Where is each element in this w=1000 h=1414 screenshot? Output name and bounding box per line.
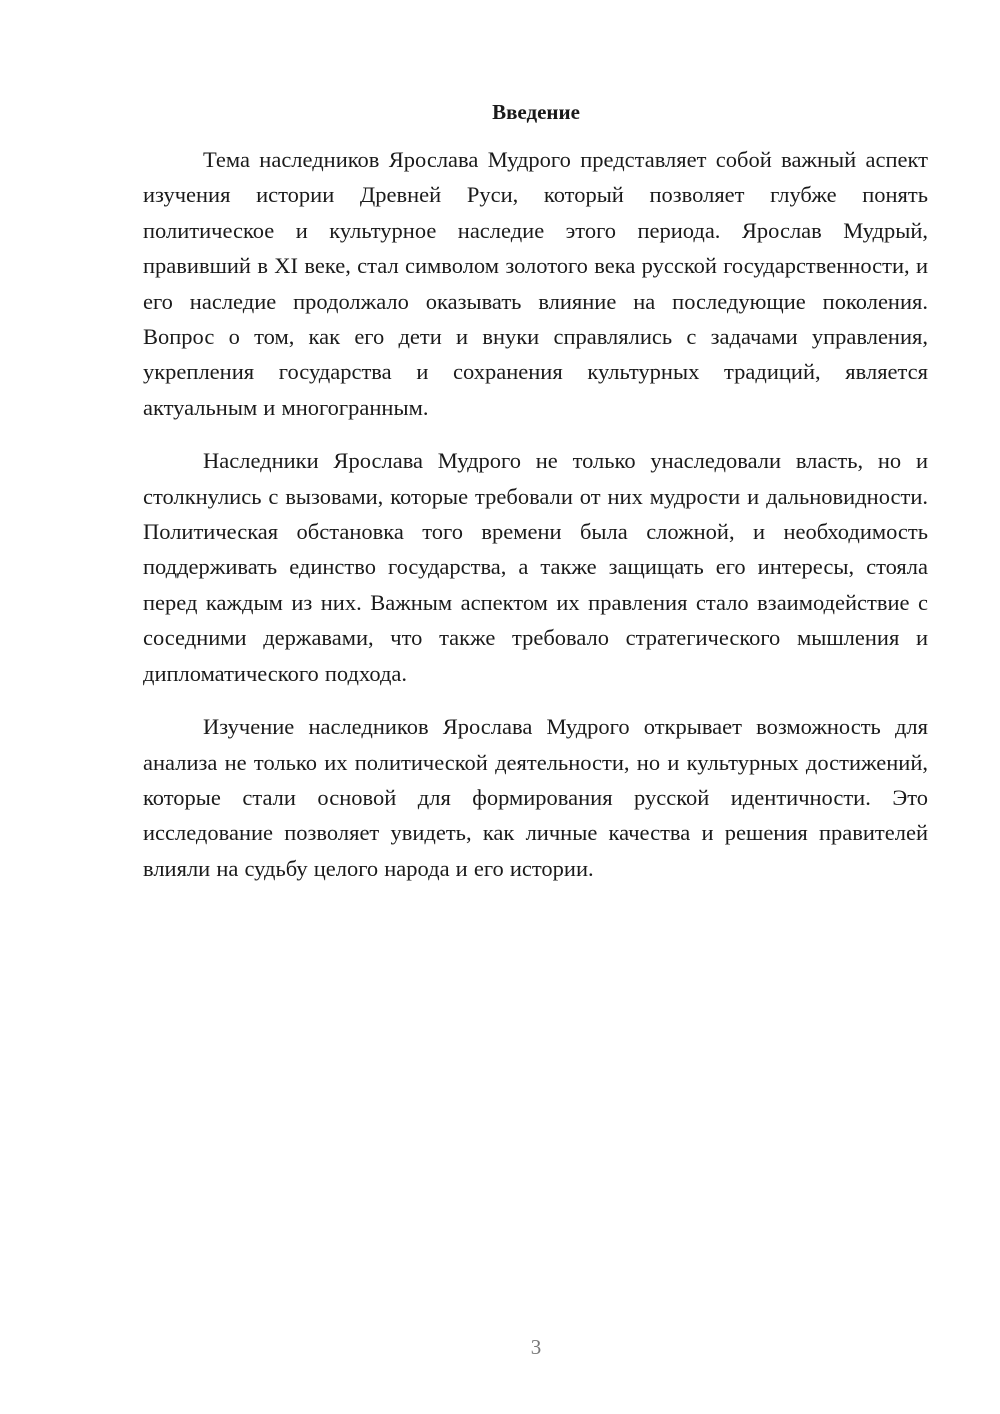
paragraph: Наследники Ярослава Мудрого не только унаследовали власть, но и столкнулись с вызовами, которые требовали от них мудрости и дальновидности. Политическая обстановка того времени была сложной, и необходимость поддерживать единство государства, а также защищать его интересы, стояла перед каждым из них. Важным аспектом их правления стало взаимодействие с соседними державами, что также требовало стратегического мышления и дипломатического подхода. [143,448,928,686]
paragraph: Изучение наследников Ярослава Мудрого открывает возможность для анализа не только их политической деятельности, но и культурных достижений, которые стали основой для формирования русской идентичности. Это исследование позволяет увидеть, как личные качества и решения правителей влияли на судьбу целого народа и его истории. [143,714,928,881]
body-text [143,142,928,904]
paragraph: Тема наследников Ярослава Мудрого представляет собой важный аспект изучения истории Древней Руси, который позволяет глубже понять политическое и культурное наследие этого периода. Ярослав Мудрый, правивший в XI веке, стал символом золотого века русской государственности, и его наследие продолжало оказывать влияние на последующие поколения. Вопрос о том, как его дети и внуки справлялись с задачами управления, укрепления государства и сохранения культурных традиций, является актуальным и многогранным. [143,147,928,420]
page-number: 3 [530,1335,542,1359]
section-heading: Введение [492,100,580,124]
